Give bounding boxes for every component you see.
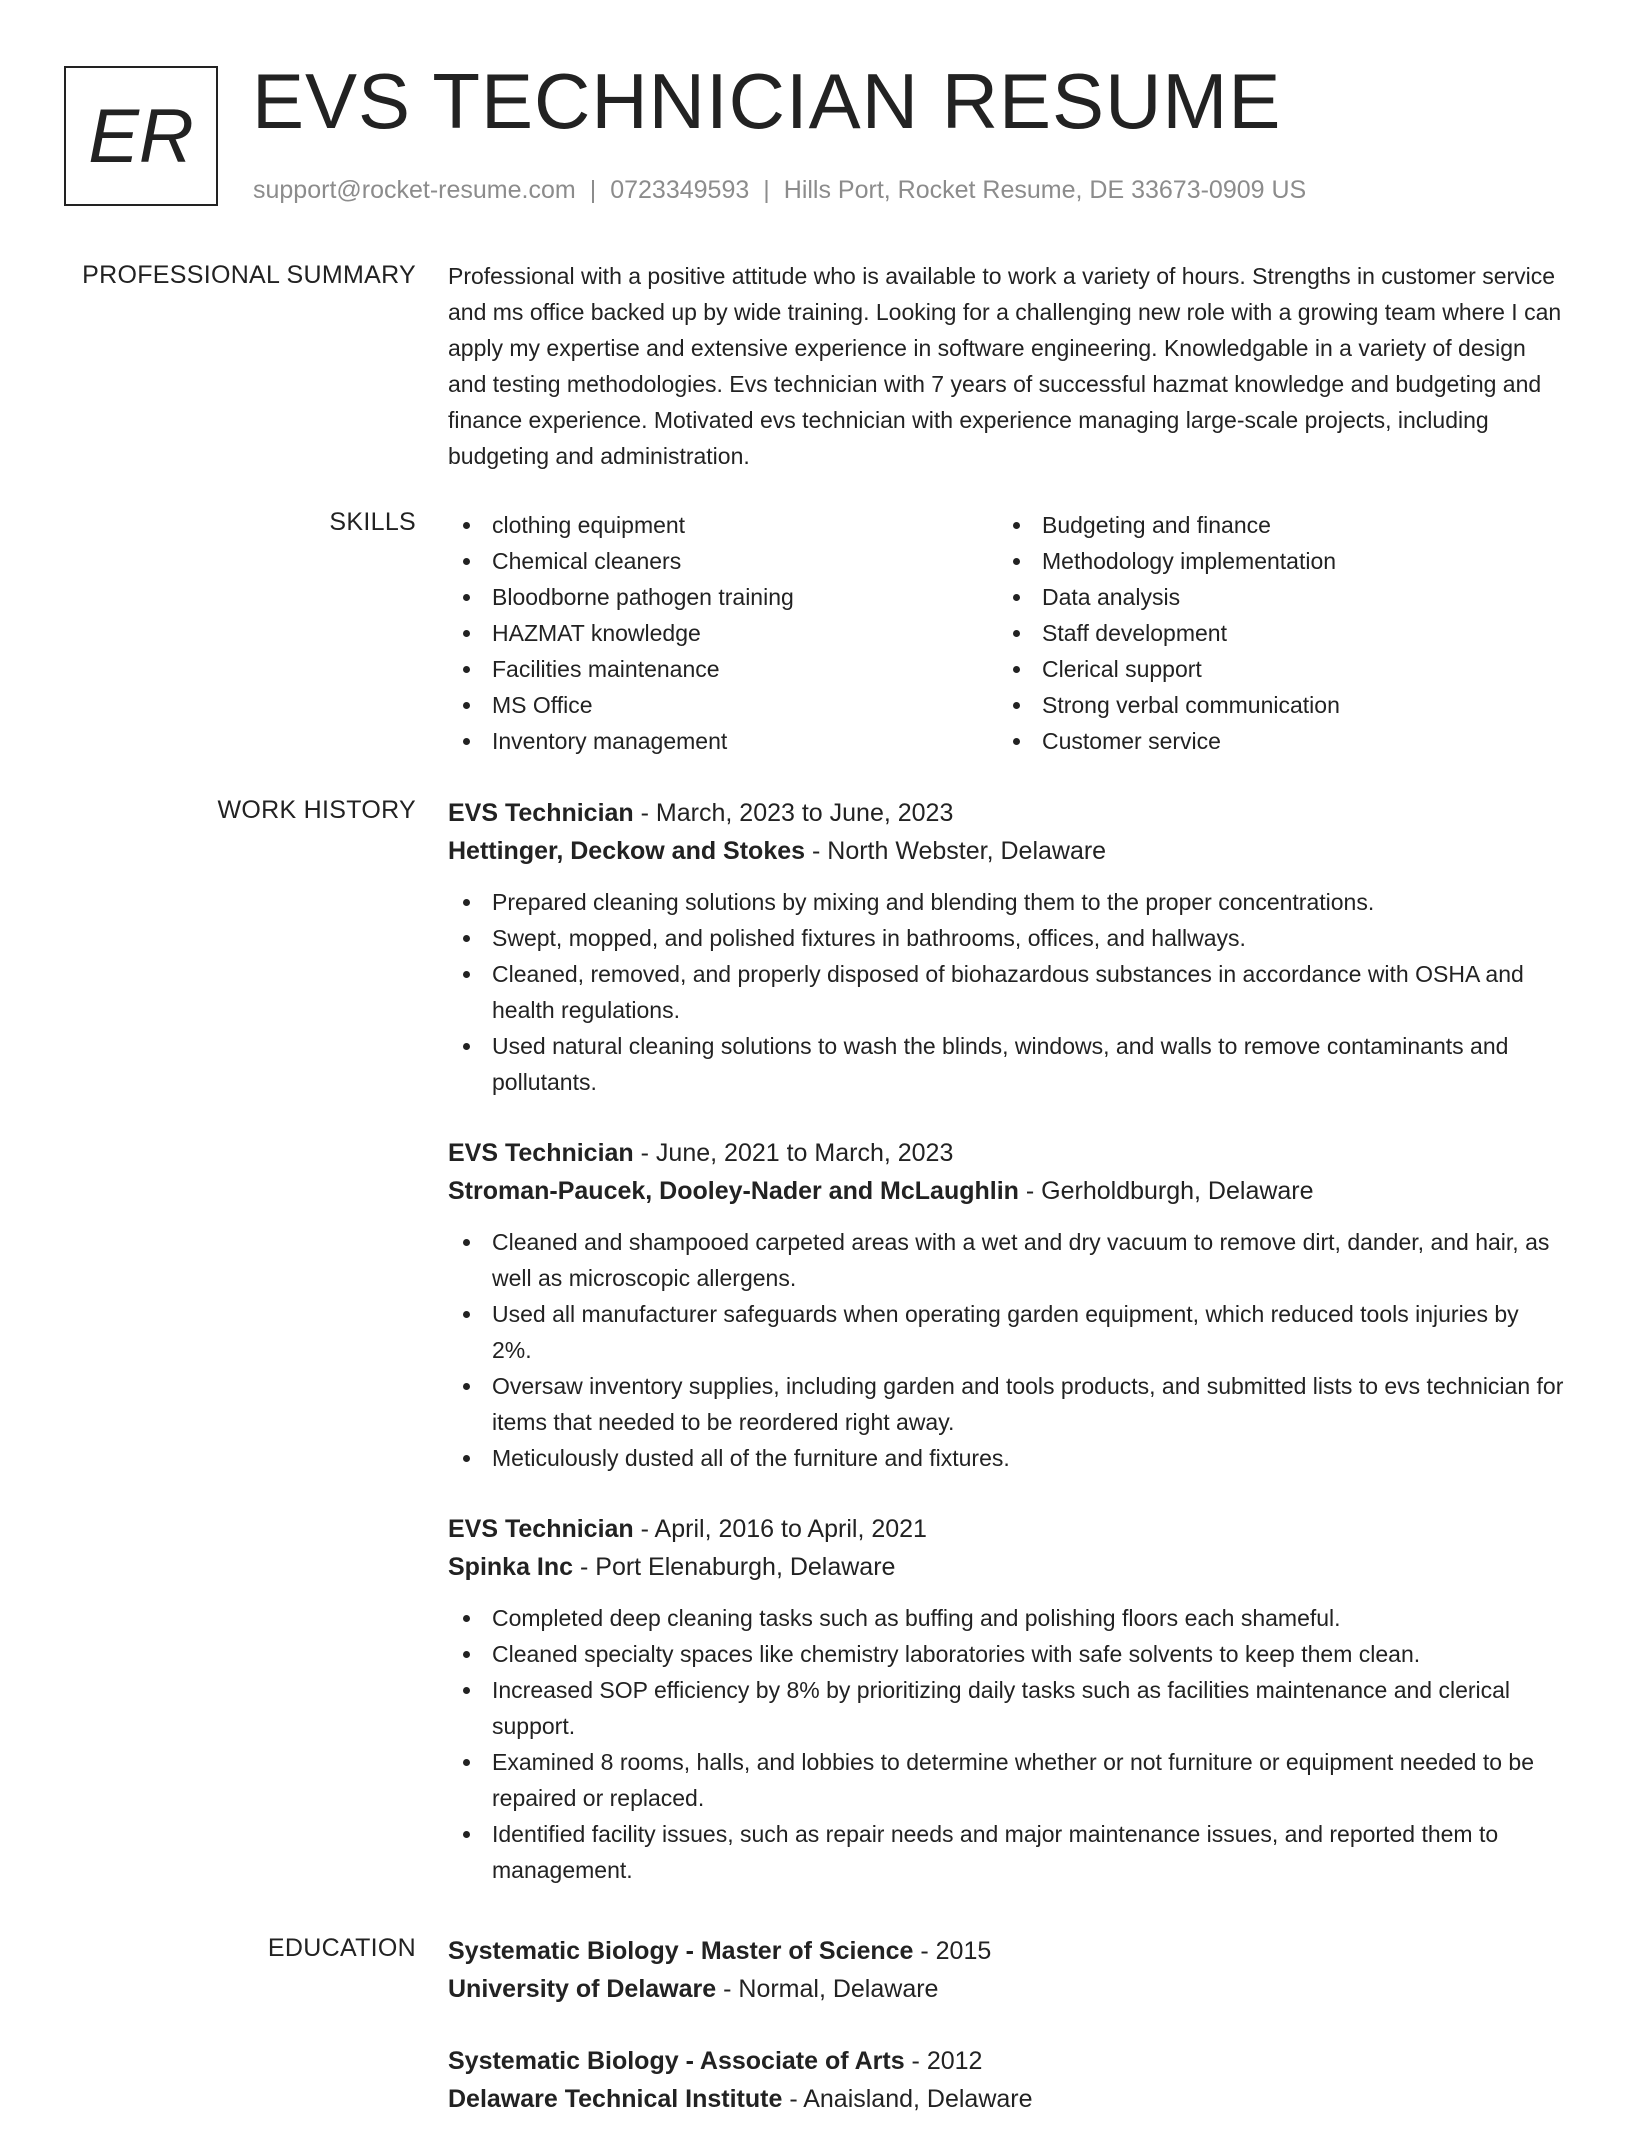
skill-text: Budgeting and finance: [1042, 512, 1271, 538]
skill-item: [448, 507, 998, 543]
job-duty-text: Cleaned and shampooed carpeted areas with a wet and dry vacuum to remove dirt, dander, and hair, as well as microscopic allergens.: [492, 1229, 1550, 1291]
bullet-dot: [1013, 666, 1020, 673]
skills-column-right: [998, 507, 1548, 759]
job-duty-text: Prepared cleaning solutions by mixing and blending them to the proper concentrations.: [492, 889, 1375, 915]
education-year: - 2012: [904, 2047, 983, 2075]
bullet-dot: [463, 1651, 470, 1658]
job-duty: [448, 920, 1564, 956]
skills-column-left: [448, 507, 998, 759]
job-company-line: [448, 1172, 1564, 1210]
skill-text: Facilities maintenance: [492, 656, 720, 682]
contact-phone[interactable]: 0723349593: [610, 176, 750, 204]
education-year: - 2015: [913, 1937, 992, 1965]
bullet-dot: [463, 738, 470, 745]
bullet-dot: [463, 1311, 470, 1318]
job-title-line: [448, 1134, 1564, 1172]
bullet-dot: [463, 1383, 470, 1390]
job-duty: [448, 1368, 1564, 1440]
skill-text: clothing equipment: [492, 512, 686, 538]
job-duty-text: Examined 8 rooms, halls, and lobbies to determine whether or not furniture or equipment needed to be repaired or replaced.: [492, 1749, 1535, 1811]
bullet-dot: [463, 1455, 470, 1462]
skill-item: [448, 615, 998, 651]
contact-line: [253, 176, 1306, 205]
skills-columns: [448, 507, 1564, 759]
skill-item: [998, 579, 1548, 615]
bullet-dot: [1013, 558, 1020, 565]
job-duties-list: [448, 884, 1564, 1100]
work-history-body: [448, 794, 1564, 1922]
job-entry: [448, 1510, 1564, 1888]
skill-item: [448, 687, 998, 723]
education-degree-line: [448, 1932, 1564, 1970]
education-school: Delaware Technical Institute: [448, 2085, 783, 2113]
job-duty: [448, 1744, 1564, 1816]
job-duty: [448, 1296, 1564, 1368]
bullet-dot: [463, 1615, 470, 1622]
bullet-dot: [463, 630, 470, 637]
bullet-dot: [463, 935, 470, 942]
skill-item: [998, 651, 1548, 687]
skill-text: Inventory management: [492, 728, 728, 754]
skill-item: [998, 615, 1548, 651]
skill-item: [448, 579, 998, 615]
job-entry: [448, 1134, 1564, 1476]
job-location: - Port Elenaburgh, Delaware: [573, 1553, 896, 1581]
education-location: - Normal, Delaware: [716, 1975, 939, 2003]
job-duty-text: Identified facility issues, such as repair needs and major maintenance issues, and reported them to management.: [492, 1821, 1499, 1883]
job-duty: [448, 1672, 1564, 1744]
bullet-dot: [1013, 738, 1020, 745]
skill-text: Clerical support: [1042, 656, 1202, 682]
job-title: EVS Technician: [448, 799, 634, 827]
job-company: Hettinger, Deckow and Stokes: [448, 837, 806, 865]
job-title-line: [448, 794, 1564, 832]
skill-text: Chemical cleaners: [492, 548, 682, 574]
job-duties-list: [448, 1224, 1564, 1476]
bullet-dot: [463, 899, 470, 906]
education-degree: Systematic Biology - Master of Science: [448, 1937, 914, 1965]
job-company: Spinka Inc: [448, 1553, 574, 1581]
contact-separator: |: [589, 176, 597, 204]
job-dates: - April, 2016 to April, 2021: [633, 1515, 927, 1543]
skill-text: Customer service: [1042, 728, 1221, 754]
job-entry: [448, 794, 1564, 1100]
skill-text: Data analysis: [1042, 584, 1181, 610]
job-duty-text: Oversaw inventory supplies, including garden and tools products, and submitted lists to evs technician for items that needed to be reordered right away.: [492, 1373, 1564, 1435]
job-duty: [448, 1600, 1564, 1636]
skills-body: [448, 507, 1564, 759]
bullet-dot: [463, 1239, 470, 1246]
bullet-dot: [1013, 594, 1020, 601]
job-title-line: [448, 1510, 1564, 1548]
initials-text: ER: [88, 93, 194, 179]
work-history-heading: WORK HISTORY: [217, 796, 416, 824]
job-duty-text: Swept, mopped, and polished fixtures in bathrooms, offices, and hallways.: [492, 925, 1246, 951]
job-company-line: [448, 832, 1564, 870]
job-duty-text: Completed deep cleaning tasks such as buffing and polishing floors each shameful.: [492, 1605, 1341, 1631]
bullet-dot: [463, 666, 470, 673]
contact-separator: |: [763, 176, 770, 204]
bullet-dot: [463, 558, 470, 565]
job-duty: [448, 1028, 1564, 1100]
education-entry: [448, 2042, 1564, 2118]
job-duty: [448, 1636, 1564, 1672]
skill-text: Strong verbal communication: [1042, 692, 1340, 718]
skill-item: [448, 651, 998, 687]
summary-body: [448, 258, 1564, 474]
skills-list-left: [448, 507, 998, 759]
job-dates: - June, 2021 to March, 2023: [633, 1139, 954, 1167]
job-duty: [448, 956, 1564, 1028]
resume-title: EVS TECHNICIAN RESUME: [252, 57, 1282, 145]
bullet-dot: [463, 971, 470, 978]
education-heading: EDUCATION: [267, 1934, 416, 1962]
job-title: EVS Technician: [448, 1515, 634, 1543]
bullet-dot: [463, 1687, 470, 1694]
job-company-line: [448, 1548, 1564, 1586]
skill-item: [998, 723, 1548, 759]
job-duty-text: Increased SOP efficiency by 8% by prioritizing daily tasks such as facilities maintenance and clerical support.: [492, 1677, 1511, 1739]
summary-text: Professional with a positive attitude who is available to work a variety of hours. Strengths in customer service and ms office backed up by wide training. Looking for a challenging new role with a growing team where I can apply my expertise and extensive experience in software engineering. Knowledgable in a variety of design and testing methodologies. Evs technician with 7 years of successful hazmat knowledge and budgeting and finance experience. Motivated evs technician with experience managing large-scale projects, including budgeting and administration.: [448, 263, 1562, 469]
job-duties-list: [448, 1600, 1564, 1888]
bullet-dot: [463, 594, 470, 601]
education-degree-line: [448, 2042, 1564, 2080]
initials-monogram: [64, 66, 218, 206]
job-duty: [448, 1816, 1564, 1888]
education-school: University of Delaware: [448, 1975, 717, 2003]
education-entry: [448, 1932, 1564, 2008]
job-duty-text: Cleaned specialty spaces like chemistry laboratories with safe solvents to keep them clean.: [492, 1641, 1421, 1667]
job-duty-text: Used natural cleaning solutions to wash the blinds, windows, and walls to remove contaminants and pollutants.: [492, 1033, 1509, 1095]
education-school-line: [448, 2080, 1564, 2118]
contact-email[interactable]: support@rocket-resume.com: [253, 176, 576, 204]
job-location: - Gerholdburgh, Delaware: [1018, 1177, 1314, 1205]
skill-item: [448, 723, 998, 759]
education-school-line: [448, 1970, 1564, 2008]
skill-item: [998, 687, 1548, 723]
job-dates: - March, 2023 to June, 2023: [633, 799, 954, 827]
education-location: - Anaisland, Delaware: [782, 2085, 1033, 2113]
education-degree: Systematic Biology - Associate of Arts: [448, 2047, 905, 2075]
skill-text: Staff development: [1042, 620, 1227, 646]
bullet-dot: [1013, 630, 1020, 637]
bullet-dot: [1013, 702, 1020, 709]
job-duty: [448, 1224, 1564, 1296]
education-body: [448, 1932, 1564, 2152]
job-duty: [448, 1440, 1564, 1476]
job-duty-text: Used all manufacturer safeguards when operating garden equipment, which reduced tools injuries by 2%.: [492, 1301, 1519, 1363]
summary-heading: PROFESSIONAL SUMMARY: [82, 261, 416, 289]
bullet-dot: [463, 1043, 470, 1050]
skill-item: [998, 543, 1548, 579]
skills-heading: SKILLS: [329, 508, 416, 536]
contact-address: Hills Port, Rocket Resume, DE 33673-0909 US: [783, 176, 1307, 204]
bullet-dot: [463, 1759, 470, 1766]
job-duty-text: Cleaned, removed, and properly disposed of biohazardous substances in accordance with OSHA and health regulations.: [492, 961, 1524, 1023]
bullet-dot: [463, 702, 470, 709]
skill-item: [998, 507, 1548, 543]
job-duty: [448, 884, 1564, 920]
job-duty-text: Meticulously dusted all of the furniture and fixtures.: [492, 1445, 1010, 1471]
job-location: - North Webster, Delaware: [805, 837, 1107, 865]
skill-text: MS Office: [492, 692, 593, 718]
job-company: Stroman-Paucek, Dooley-Nader and McLaughlin: [448, 1177, 1019, 1205]
skill-text: Bloodborne pathogen training: [492, 584, 794, 610]
skill-text: Methodology implementation: [1042, 548, 1337, 574]
job-title: EVS Technician: [448, 1139, 634, 1167]
skill-text: HAZMAT knowledge: [492, 620, 701, 646]
skill-item: [448, 543, 998, 579]
bullet-dot: [463, 522, 470, 529]
skills-list-right: [998, 507, 1548, 759]
bullet-dot: [1013, 522, 1020, 529]
bullet-dot: [463, 1831, 470, 1838]
